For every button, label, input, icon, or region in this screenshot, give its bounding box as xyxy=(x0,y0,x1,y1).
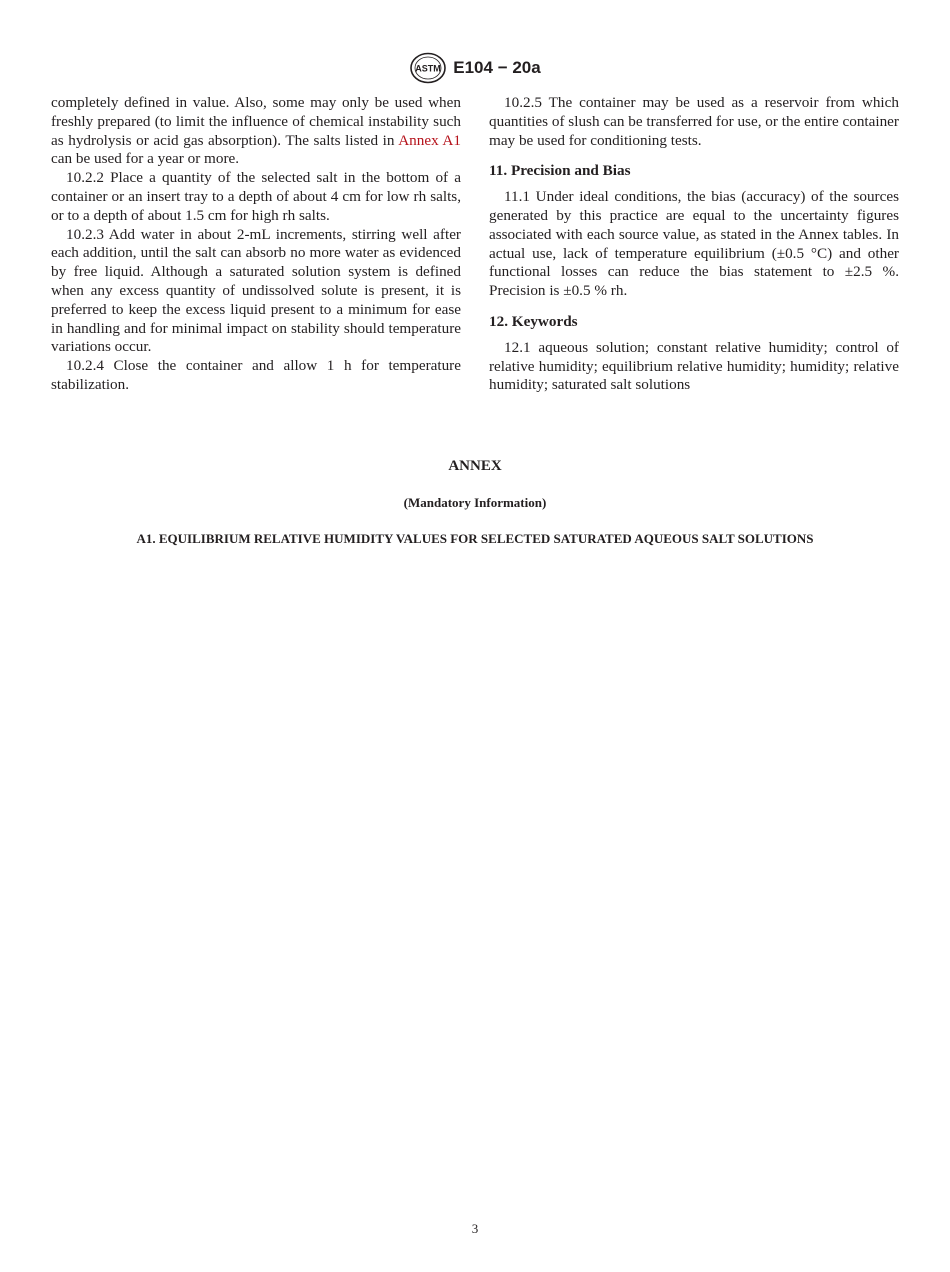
page-number: 3 xyxy=(471,1221,479,1236)
paragraph-12-1: 12.1 aqueous solution; constant relative humidity; control of relative humidity; equilibrium relative humidity; humidity; relative humidity; saturated salt solutions xyxy=(489,338,899,394)
section-12-heading: 12. Keywords xyxy=(489,312,578,330)
paragraph-10-2-4: 10.2.4 Close the container and allow 1 h for temperature stabilization. xyxy=(51,357,461,393)
paragraph-10-2-1-continued: completely defined in value. Also, some may only be used when freshly prepared (to limit the influence of chemical instability such as hydrolysis or acid gas absorption). The salts listed in Annex A1 can be used for a year or more. xyxy=(51,94,461,168)
page-header xyxy=(0,52,950,84)
paragraph-10-2-2: 10.2.2 Place a quantity of the selected salt in the bottom of a container or an insert tray to a depth of about 4 cm for low rh salts, or to a depth of about 1.5 cm for high rh salts. xyxy=(51,169,461,224)
left-column xyxy=(51,94,461,395)
section-11-heading: 11. Precision and Bias xyxy=(489,162,631,180)
paragraph-11-1: 11.1 Under ideal conditions, the bias (accuracy) of the sources generated by this practice are equal to the uncertainty figures associated with each source value, as stated in the Annex tables. In actual use, lack of temperature equilibrium (±0.5 °C) and other functional losses can reduce the bias statement to ±2.5 %. Precision is ±0.5 % rh. xyxy=(489,188,899,300)
annex-subtitle: (Mandatory Information) xyxy=(403,495,547,510)
paragraph-10-2-5: 10.2.5 The container may be used as a reservoir from which quantities of slush can be transferred for use, or the entire container may be used for conditioning tests. xyxy=(489,94,899,149)
standard-designation: E104 − 20a xyxy=(453,58,541,77)
paragraph-10-2-3: 10.2.3 Add water in about 2-mL increments, stirring well after each addition, until the salt can absorb no more water as evidenced by free liquid. Although a saturated solution system is defined when any excess quantity of undissolved solute is present, it is preferred to keep the excess liquid present to a minimum for ease in handling and for minimal impact on stability should temperature variations occur. xyxy=(51,225,461,356)
astm-logo-icon xyxy=(409,52,447,84)
annex-a1-heading: A1. EQUILIBRIUM RELATIVE HUMIDITY VALUES FOR SELECTED SATURATED AQUEOUS SALT SOLUTIONS xyxy=(136,531,814,546)
annex-title: ANNEX xyxy=(448,458,502,474)
right-column xyxy=(489,94,899,395)
annex-a1-link[interactable]: Annex A1 xyxy=(398,131,461,149)
svg-text:ASTM: ASTM xyxy=(415,63,442,74)
